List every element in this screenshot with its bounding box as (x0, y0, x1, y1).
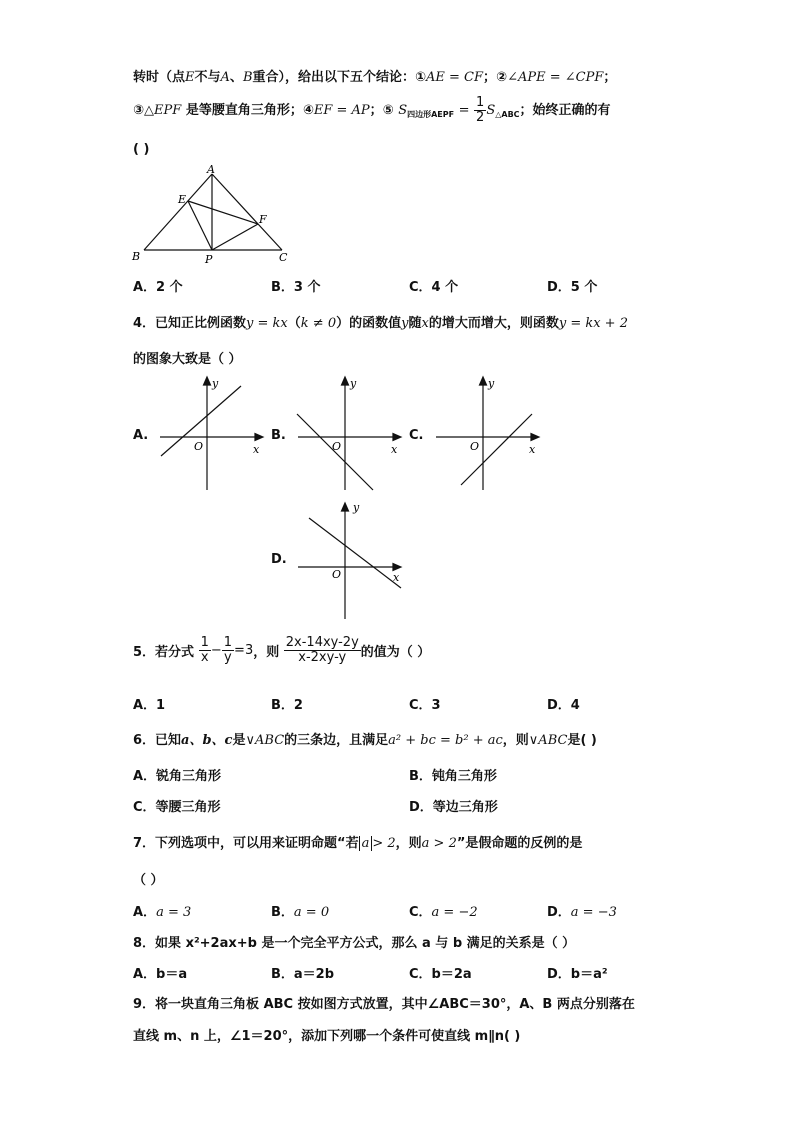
segment-pf (212, 224, 258, 250)
svg-text:x: x (253, 443, 260, 456)
q4-option-d-letter: D. (271, 552, 287, 567)
q4-line2: 的图象大致是（ ） (133, 352, 242, 367)
q8-option-d: D．b＝a² (547, 967, 608, 982)
q8-option-c: C．b＝2a (409, 967, 472, 982)
svg-text:y: y (212, 377, 219, 390)
q3-option-b: B．3 个 (271, 280, 321, 295)
side-ab (144, 174, 212, 250)
q6-option-b: B．钝角三角形 (409, 769, 497, 784)
q4-graph-a (155, 372, 270, 494)
q5-line: 5．若分式 $\frac{1}{x}$ − $\frac{1}{y}$ =3，则 $\frac{2x-14xy-2y}{x-2xy-y}$ 的值为（ ） (133, 635, 431, 665)
fraction-half: $\frac{1}{2}$ (476, 95, 485, 125)
label-f: F (259, 213, 267, 226)
q5-option-c: C．3 (409, 698, 441, 713)
q3-option-a: A．2 个 (133, 280, 183, 295)
q3-paren: ( ) (133, 142, 150, 157)
svg-text:y: y (350, 377, 357, 390)
q4-line1: 4．已知正比例函数y = kx（k ≠ 0）的函数值y随x的增大而增大，则函数y = kx + 2 (133, 316, 628, 331)
q5-option-d: D．4 (547, 698, 580, 713)
q5-option-b: B．2 (271, 698, 303, 713)
svg-text:x: x (529, 443, 536, 456)
q8-option-b: B．a＝2b (271, 967, 335, 982)
q4-graph-d (293, 496, 408, 622)
q7-option-a: A．a = 3 (133, 905, 192, 920)
svg-text:x: x (393, 571, 400, 584)
q4-option-c-letter: C. (409, 428, 424, 443)
svg-text:O: O (332, 568, 342, 581)
q8-option-a: A．b＝a (133, 967, 188, 982)
q5-option-a: A．1 (133, 698, 166, 713)
q6-option-a: A．锐角三角形 (133, 769, 222, 784)
q4-option-a-letter: A. (133, 428, 149, 443)
svg-text:O: O (332, 440, 342, 453)
svg-text:O: O (194, 440, 204, 453)
q4-graph-b (293, 372, 408, 494)
q3-option-c: C．4 个 (409, 280, 459, 295)
q7-option-d: D．a = −3 (547, 905, 617, 920)
label-a: A (207, 163, 215, 176)
q3-line1: 转时（点E不与A、B重合），给出以下五个结论：①AE = CF；②∠APE = ∠CPF； (133, 70, 617, 85)
svg-text:x: x (391, 443, 398, 456)
label-c: C (279, 251, 288, 264)
q6-option-d: D．等边三角形 (409, 800, 498, 815)
q8-line: 8．如果 x²+2ax+b 是一个完全平方公式，那么 a 与 b 满足的关系是（ ） (133, 936, 576, 951)
q3-line2: ③△EPF 是等腰直角三角形；④EF = AP；⑤ $S_{四边形AEPF}$ = $\frac{1}{2}$ $S_{\triangle ABC}$；始终正确的有 (133, 95, 611, 125)
label-p: P (205, 253, 213, 266)
fraction-1-over-y: $\frac{1}{y}$ (223, 635, 233, 665)
label-e: E (178, 193, 187, 206)
q7-line1: 7．下列选项中，可以用来证明命题“若 a > 2，则a > 2”是假命题的反例的是 (133, 836, 583, 851)
q9-line2: 直线 m、n 上，∠1＝20°，添加下列哪一个条件可使直线 m∥n( ) (133, 1029, 521, 1044)
q6-line: 6．已知a、b、c是∨ABC的三条边，且满足a² + bc = b² + ac，则∨ABC是( ) (133, 733, 597, 748)
q3-triangle-figure (128, 160, 298, 268)
q3-option-d: D．5 个 (547, 280, 598, 295)
q4-option-b-letter: B. (271, 428, 286, 443)
q6-option-c: C．等腰三角形 (133, 800, 221, 815)
svg-text:O: O (470, 440, 480, 453)
label-b: B (132, 250, 141, 263)
q9-line1: 9．将一块直角三角板 ABC 按如图方式放置，其中∠ABC＝30°，A、B 两点分别落在 (133, 997, 635, 1012)
q7-paren: （ ） (133, 873, 164, 888)
fraction-1-over-x: $\frac{1}{x}$ (200, 635, 209, 665)
svg-text:y: y (488, 377, 495, 390)
q7-option-b: B．a = 0 (271, 905, 330, 920)
q7-option-c: C．a = −2 (409, 905, 478, 920)
line-graph-d (309, 518, 401, 588)
svg-text:y: y (353, 501, 360, 514)
fraction-expression: $\frac{2x-14xy-2y}{x-2xy-y}$ (285, 635, 359, 665)
segment-ep (188, 201, 212, 250)
q4-graph-c (431, 372, 546, 494)
